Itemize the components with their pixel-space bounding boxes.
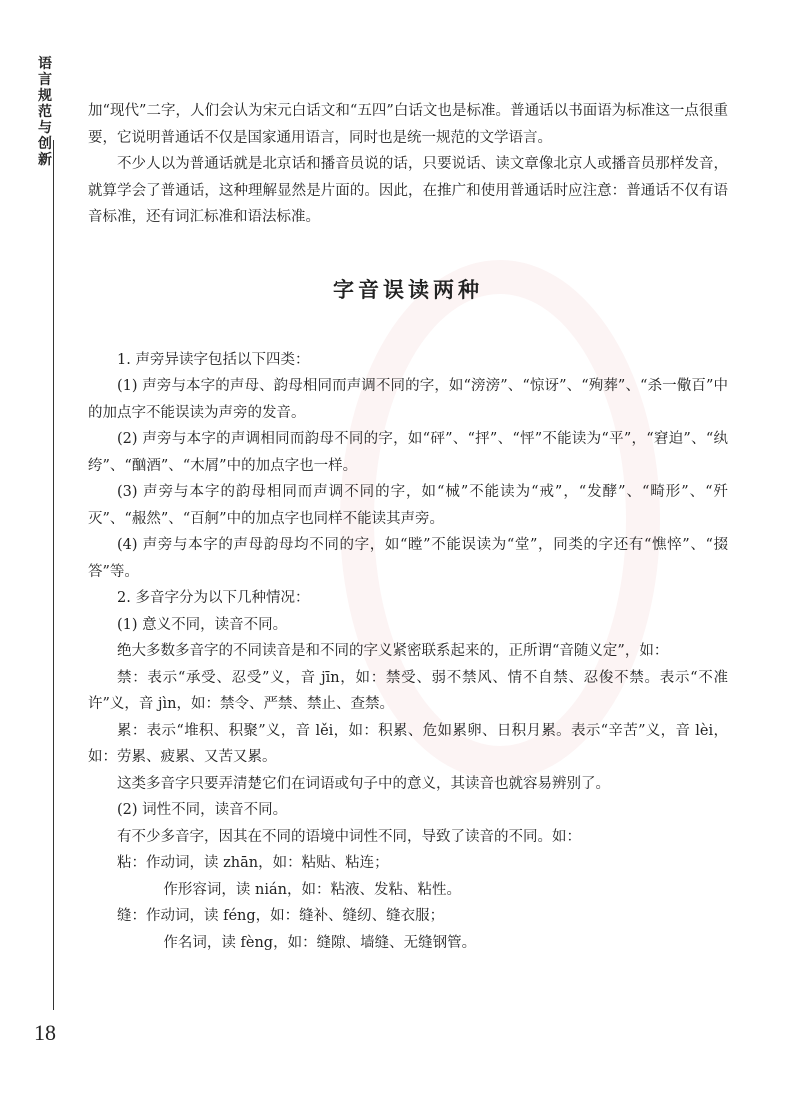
part1-item: (2) 声旁与本字的声调相同而韵母不同的字，如“砰”、“抨”、“怦”不能读为“平”，“窘迫”、“纨绔”、“酗酒”、“木屑”中的加点字也一样。 (88, 431, 728, 474)
page-body (88, 98, 728, 956)
case2-example-feng-noun: 作名词，读 fèng，如：缝隙、墙缝、无缝钢管。 (163, 934, 477, 951)
part1-item: (4) 声旁与本字的声母韵母均不同的字，如“瞠”不能误读为“堂”，同类的字还有“憔悴”、“掇答”等。 (88, 537, 728, 580)
case1-example-lei: 累：表示“堆积、积聚”义，音 lěi，如：积累、危如累卵、日积月累。表示“辛苦”义，音 lèi，如：劳累、疲累、又苦又累。 (88, 722, 728, 765)
margin-rule (53, 140, 54, 1010)
case1-intro: 绝大多数多音字的不同读音是和不同的字义紧密联系起来的，正所谓“音随义定”，如： (117, 643, 669, 659)
case2-example-feng-verb: 缝：作动词，读 féng，如：缝补、缝纫、缝衣服； (117, 908, 445, 924)
case2-example-nian-adj: 作形容词，读 nián，如：粘液、发粘、粘性。 (163, 881, 461, 898)
case1-heading: (1) 意义不同，读音不同。 (117, 616, 288, 633)
case2-intro: 有不少多音字，因其在不同的语境中词性不同，导致了读音的不同。如： (117, 828, 581, 845)
part2-heading: 2. 多音字分为以下几种情况： (117, 590, 310, 606)
case1-summary: 这类多音字只要弄清楚它们在词语或句子中的意义，其读音也就容易辨别了。 (117, 775, 610, 792)
part1-heading: 1. 声旁异读字包括以下四类： (117, 351, 310, 368)
intro-paragraph-2: 不少人以为普通话就是北京话和播音员说的话，只要说话、读文章像北京人或播音员那样发音，就算学会了普通话，这种理解显然是片面的。因此，在推广和使用普通话时应注意：普通话不仅有语音标准，还有词汇标准和语法标准。 (88, 156, 728, 225)
case1-example-jin: 禁：表示“承受、忍受”义，音 jīn，如：禁受、弱不禁风、情不自禁、忍俊不禁。表示“不准许”义，音 jìn，如：禁令、严禁、禁止、查禁。 (88, 669, 728, 712)
book-title-vertical: 语言规范与创新 (38, 56, 52, 168)
case2-example-nian-verb: 粘：作动词，读 zhān，如：粘贴、粘连； (117, 855, 389, 871)
case2-heading: (2) 词性不同，读音不同。 (117, 802, 288, 818)
intro-paragraph-1: 加“现代”二字，人们会认为宋元白话文和“五四”白话文也是标准。普通话以书面语为标准这一点很重要，它说明普通话不仅是国家通用语言，同时也是统一规范的文学语言。 (88, 103, 728, 146)
part1-item: (3) 声旁与本字的韵母相同而声调不同的字，如“械”不能读为“戒”，“发酵”、“畸形”、“歼灭”、“赧然”、“百舸”中的加点字也同样不能读其声旁。 (88, 484, 728, 527)
section-title: 字音误读两种 (333, 276, 483, 302)
page-number: 18 (34, 1020, 56, 1045)
part1-item: (1) 声旁与本字的声母、韵母相同而声调不同的字，如“滂滂”、“惊讶”、“殉葬”、“杀一儆百”中的加点字不能误读为声旁的发音。 (88, 378, 728, 421)
